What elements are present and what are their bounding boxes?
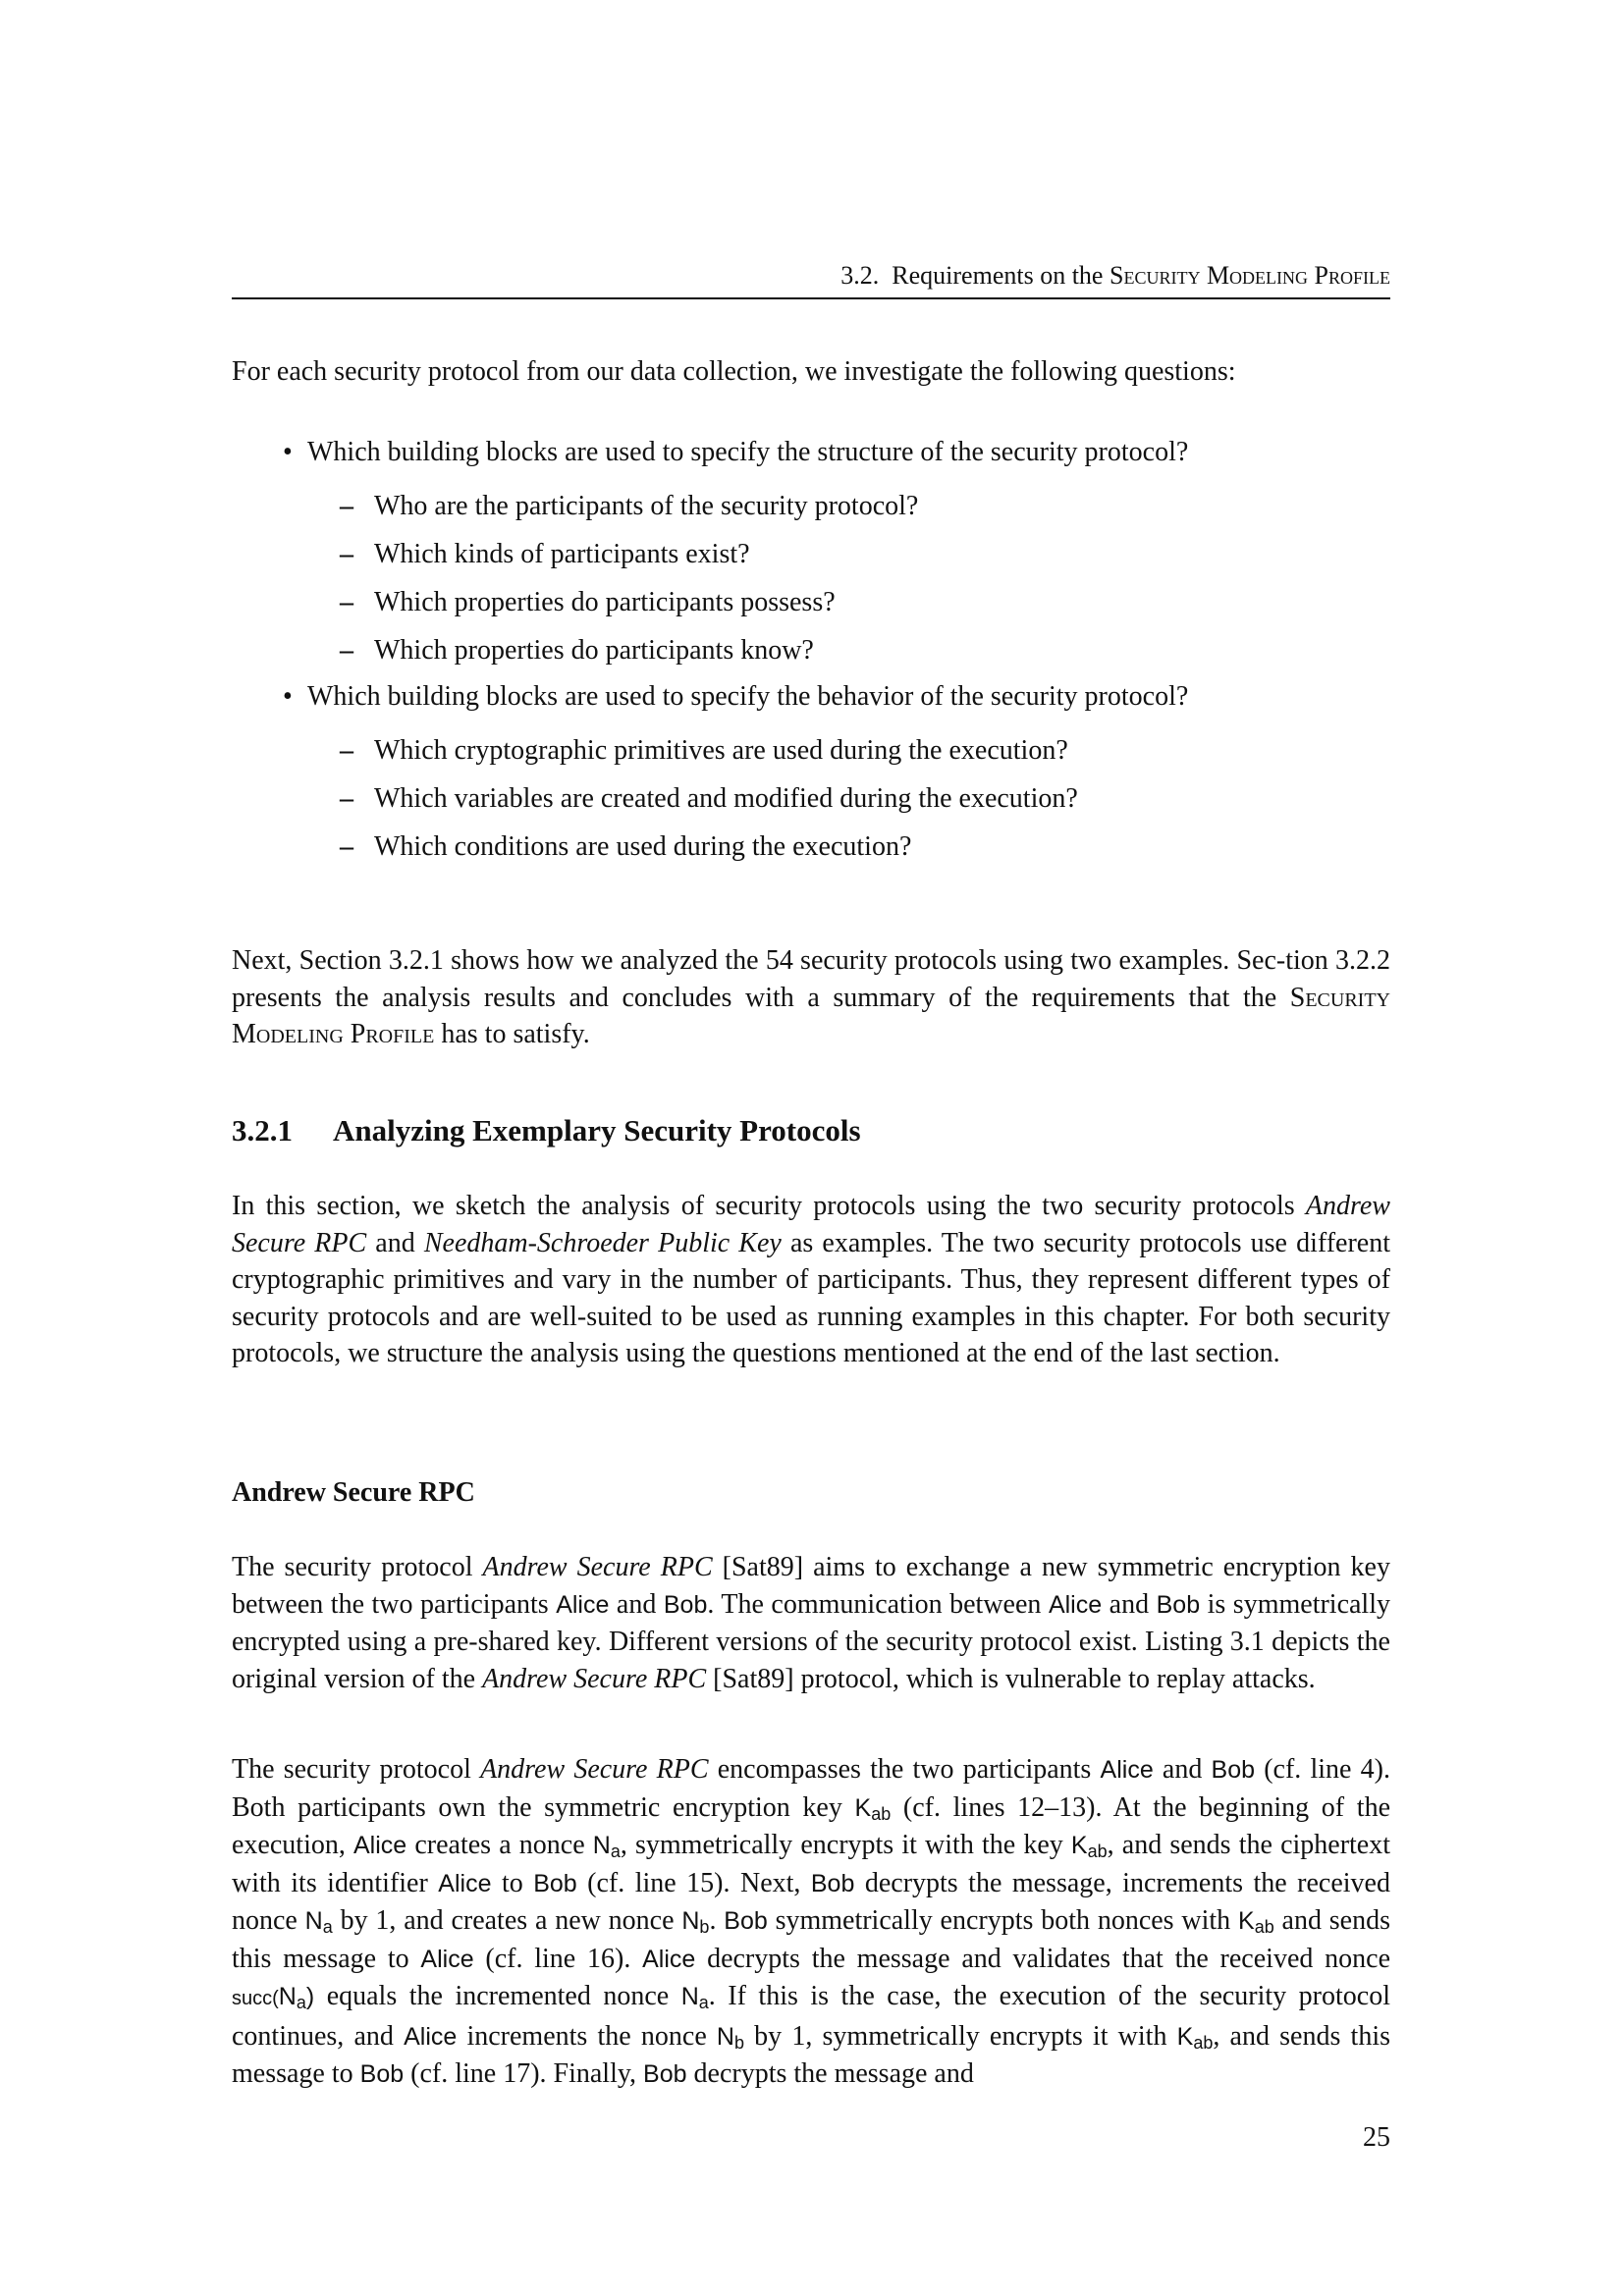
text: , symmetrically encrypts it with the key (620, 1830, 1071, 1860)
participant-bob: Bob (663, 1590, 708, 1619)
text: (cf. line 4). Both participants own the symmetric encryption key (232, 1754, 1390, 1823)
dash-icon: – (340, 735, 353, 766)
nonce-base: N (680, 1983, 699, 2010)
intro-paragraph (232, 353, 1390, 391)
nonce-base: N (592, 1832, 611, 1859)
key-kab (1238, 1907, 1274, 1935)
participant-alice: Alice (642, 1945, 696, 1973)
text: and (1102, 1588, 1157, 1620)
text: (cf. line 16). (473, 1943, 643, 1974)
sub-question-text: Which kinds of participants exist? (374, 539, 750, 569)
running-head-title-prefix: Requirements on the (892, 261, 1104, 290)
sub-question-text: Which properties do participants know? (374, 635, 814, 666)
key-kab (1071, 1832, 1108, 1859)
sub-question-group (232, 726, 1390, 877)
text: increments the nonce (457, 2020, 717, 2052)
section-number: 3.2.1 (232, 1113, 293, 1148)
sub-question-group (232, 482, 1390, 680)
text: encompasses the two participants (708, 1754, 1101, 1785)
key-subscript: ab (1087, 1842, 1108, 1861)
dash-icon: – (340, 587, 353, 617)
text: by 1, symmetrically encrypts it with (744, 2020, 1177, 2052)
dash-icon: – (340, 635, 353, 666)
bullet-icon: • (283, 437, 293, 467)
text: The security protocol (232, 1754, 481, 1785)
nonce-base: N (304, 1907, 323, 1935)
section-title: Analyzing Exemplary Security Protocols (333, 1113, 861, 1148)
subsection-heading: Andrew Secure RPC (232, 1477, 475, 1508)
key-subscript: ab (871, 1803, 892, 1824)
participant-alice: Alice (1048, 1590, 1103, 1619)
question-item (232, 678, 1390, 726)
nonce-subscript: b (733, 2032, 744, 2053)
protocol-name: Andrew Secure RPC (480, 1754, 709, 1785)
participant-bob: Bob (643, 2060, 687, 2088)
page-number: 25 (1363, 2122, 1390, 2153)
text: creates a nonce (406, 1830, 593, 1860)
key-base: K (1176, 2022, 1194, 2051)
text: to (491, 1867, 534, 1898)
participant-bob: Bob (533, 1869, 577, 1897)
nonce-subscript: a (296, 1993, 306, 2012)
text: [Sat89] protocol, which is vulnerable to replay attacks. (706, 1663, 1316, 1694)
nonce-subscript: a (610, 1842, 621, 1861)
text: , and sends this message to (232, 2020, 1391, 2089)
overview-text-part1: Next, Section 3.2.1 shows how we analyzed the 54 security protocols using two examples. Sec-tion 3.2.2 presents the analysis results and concludes with a summary of the requirements that the (232, 945, 1390, 1013)
section-text: and (366, 1227, 424, 1258)
protocol-name: Andrew Secure RPC (482, 1663, 707, 1694)
text: and (1153, 1754, 1212, 1785)
text: and (609, 1588, 664, 1620)
sub-question-text: Which properties do participants possess? (374, 587, 836, 617)
text: . If this is the case, the execution of the security protocol continues, and (232, 1981, 1390, 2052)
key-base: K (1238, 1907, 1255, 1935)
text: is symmetrically encrypted using a pre-shared key. Different versions of the security protocol exist. Listing 3.1 depicts the original version of the (232, 1588, 1390, 1694)
sub-question-item (232, 732, 1390, 780)
participant-alice: Alice (353, 1832, 407, 1859)
nonce-na (305, 1907, 333, 1935)
key-kab (855, 1794, 892, 1822)
nonce-nb (717, 2023, 744, 2051)
andrew-paragraph-2 (232, 1751, 1390, 2094)
nonce-base: N (716, 2022, 734, 2051)
text: (cf. lines 12–13). At the beginning of the execution, (232, 1791, 1390, 1860)
andrew-paragraph-1 (232, 1549, 1390, 1697)
dash-icon: – (340, 539, 353, 569)
nonce-nb (681, 1907, 709, 1935)
participant-alice: Alice (404, 2022, 458, 2051)
section-intro-paragraph (232, 1188, 1390, 1372)
succ-open: succ( (232, 1988, 279, 2009)
running-head-title-small-caps: Security Modeling Profile (1109, 261, 1390, 290)
text: decrypts the message and (686, 2058, 974, 2089)
overview-text-part2: has to satisfy. (434, 1019, 590, 1049)
sub-question-text: Who are the participants of the security protocol? (374, 491, 919, 521)
dash-icon: – (340, 491, 353, 521)
running-head (232, 260, 1390, 292)
text: by 1, and creates a new nonce (332, 1905, 682, 1936)
sub-question-item (232, 780, 1390, 828)
questions-list (232, 434, 1390, 877)
text: . (709, 1905, 725, 1936)
question-text: Which building blocks are used to specify the structure of the security protocol? (307, 437, 1189, 467)
text: , and sends the ciphertext with its identifier (232, 1830, 1391, 1898)
question-item (232, 434, 1390, 482)
sub-question-item (232, 536, 1390, 584)
text: (cf. line 17). Finally, (404, 2058, 644, 2089)
text: and sends this message to (232, 1905, 1390, 1974)
text: (cf. line 15). Next, (576, 1867, 811, 1898)
protocol-name-andrew: Andrew Secure RPC (232, 1191, 1390, 1258)
question-text: Which building blocks are used to specify the behavior of the security protocol? (307, 681, 1189, 712)
text: . The communication between (707, 1588, 1049, 1620)
nonce-na (681, 1983, 709, 2010)
nonce-subscript: b (699, 1917, 710, 1937)
nonce-subscript: a (698, 1993, 709, 2012)
bullet-icon: • (283, 681, 293, 712)
participant-alice: Alice (420, 1945, 474, 1973)
sub-question-item (232, 632, 1390, 680)
participant-bob: Bob (724, 1907, 768, 1935)
text: decrypts the message and validates that the received nonce (695, 1943, 1391, 1974)
section-text: as examples. The two security protocols use different cryptographic primitives and vary in the number of participants. Thus, they represent different types of security protocols and are well-suited to be used as running examples in this chapter. For both security protocols, we structure the analysis using the questions mentioned at the end of the last section. (232, 1227, 1390, 1368)
text: symmetrically encrypts both nonces with (767, 1905, 1238, 1936)
text: [Sat89] aims to exchange a new symmetric encryption key between the two participants (232, 1552, 1390, 1620)
dash-icon: – (340, 831, 353, 862)
key-subscript: ab (1193, 2032, 1214, 2053)
participant-alice: Alice (556, 1590, 610, 1619)
dash-icon: – (340, 783, 353, 814)
participant-bob: Bob (1156, 1590, 1201, 1619)
sub-question-text: Which variables are created and modified during the execution? (374, 783, 1078, 814)
nonce-na (593, 1832, 621, 1859)
sub-question-text: Which cryptographic primitives are used during the execution? (374, 735, 1068, 766)
succ-close: ) (305, 1983, 315, 2010)
nonce-subscript: a (322, 1917, 333, 1937)
protocol-name: Andrew Secure RPC (482, 1552, 713, 1582)
sub-question-text: Which conditions are used during the execution? (374, 831, 912, 862)
running-head-section-number: 3.2. (840, 261, 880, 290)
succ-function (232, 1983, 314, 2010)
key-base: K (854, 1793, 872, 1822)
intro-text: For each security protocol from our data collection, we investigate the following questions: (232, 356, 1236, 387)
nonce-base: N (278, 1983, 297, 2010)
text: decrypts the message, increments the received nonce (232, 1867, 1390, 1936)
text: equals the incremented nonce (314, 1981, 681, 2011)
section-heading (232, 1111, 861, 1150)
participant-alice: Alice (438, 1869, 492, 1897)
sub-question-item (232, 828, 1390, 877)
header-rule (232, 297, 1390, 299)
protocol-name-needham: Needham-Schroeder Public Key (423, 1227, 782, 1258)
key-kab (1177, 2023, 1214, 2051)
participant-bob: Bob (1211, 1756, 1256, 1784)
text: The security protocol (232, 1552, 483, 1582)
overview-paragraph (232, 942, 1390, 1053)
nonce-base: N (681, 1907, 700, 1935)
profile-name-small-caps: Security Modeling Profile (232, 982, 1390, 1049)
section-text: In this section, we sketch the analysis of security protocols using the two security protocols (232, 1191, 1306, 1221)
sub-question-item (232, 488, 1390, 536)
key-subscript: ab (1254, 1917, 1274, 1937)
participant-bob: Bob (810, 1869, 855, 1897)
sub-question-item (232, 584, 1390, 632)
key-base: K (1070, 1832, 1088, 1859)
participant-alice: Alice (1100, 1756, 1154, 1784)
participant-bob: Bob (359, 2060, 405, 2088)
